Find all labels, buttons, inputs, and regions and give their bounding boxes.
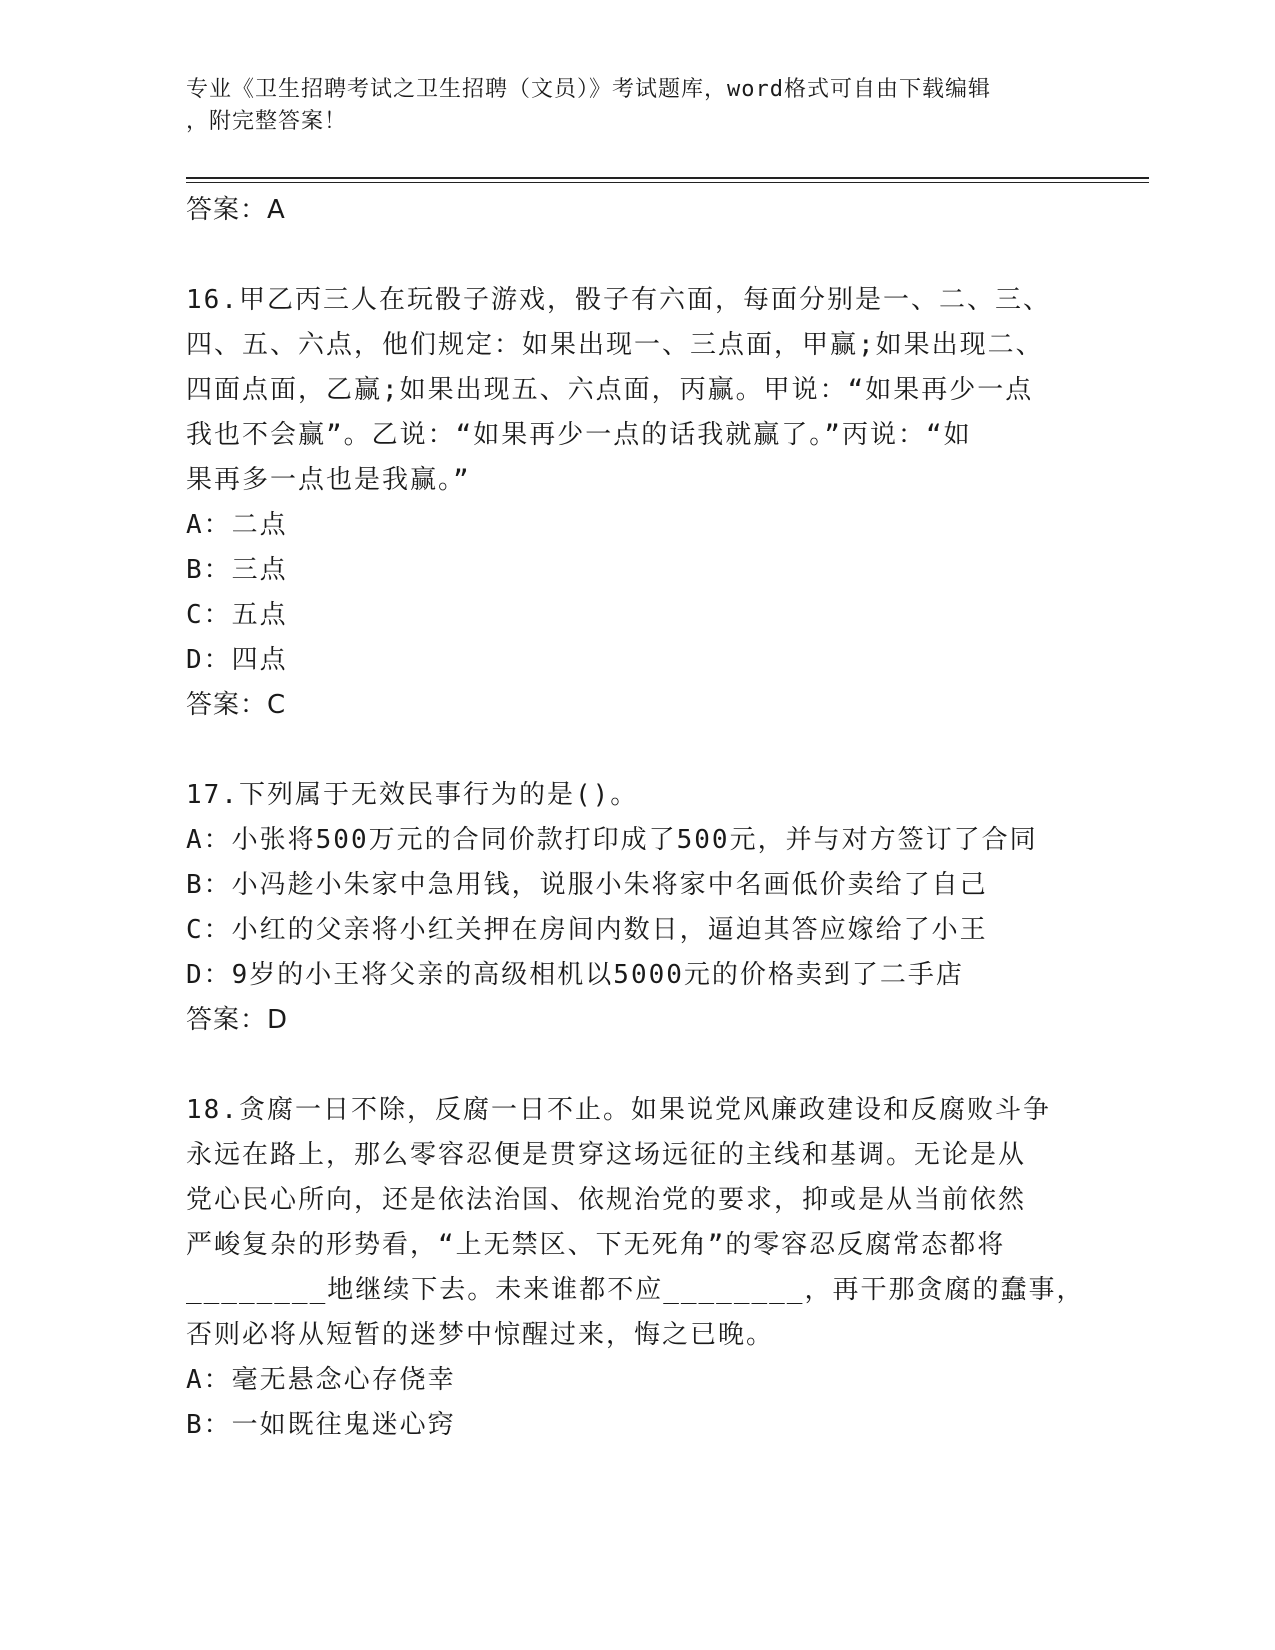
option-c: C：五点 [186, 600, 288, 630]
spacer [186, 1043, 1086, 1088]
page-header [186, 74, 1066, 138]
question-text-line: 否则必将从短暂的迷梦中惊醒过来，悔之已晚。 [186, 1320, 775, 1350]
question-text-line: 四面点面，乙赢;如果出现五、六点面，丙赢。甲说：“如果再少一点 [186, 375, 1034, 405]
answer-q17: 答案：D [186, 1005, 289, 1035]
header-line-1: 专业《卫生招聘考试之卫生招聘（文员）》考试题库，word格式可自由下载编辑 [186, 77, 991, 102]
question-text-line: 18.贪腐一日不除，反腐一日不止。如果说党风廉政建设和反腐败斗争 [186, 1095, 1051, 1125]
spacer [186, 233, 1086, 278]
question-16 [186, 278, 1086, 728]
option-a: A：二点 [186, 510, 288, 540]
question-text-line: ________地继续下去。未来谁都不应________，再干那贪腐的蠢事， [186, 1275, 1085, 1305]
option-d: D：9岁的小王将父亲的高级相机以5000元的价格卖到了二手店 [186, 960, 964, 990]
question-text-line: 17.下列属于无效民事行为的是()。 [186, 780, 639, 810]
answer-q15: 答案：A [186, 195, 286, 225]
question-text-line: 我也不会赢”。乙说：“如果再少一点的话我就赢了。”丙说：“如 [186, 420, 972, 450]
question-text-line: 果再多一点也是我赢。” [186, 465, 471, 495]
option-b: B：一如既往鬼迷心窍 [186, 1410, 456, 1440]
header-line-2: ，附完整答案！ [186, 109, 348, 134]
option-b: B：小冯趁小朱家中急用钱，说服小朱将家中名画低价卖给了自己 [186, 870, 988, 900]
question-18 [186, 1088, 1086, 1448]
option-d: D：四点 [186, 645, 288, 675]
option-a: A：小张将500万元的合同价款打印成了500元，并与对方签订了合同 [186, 825, 1038, 855]
question-text-line: 党心民心所向，还是依法治国、依规治党的要求，抑或是从当前依然 [186, 1185, 1027, 1215]
question-text-line: 四、五、六点，他们规定：如果出现一、三点面，甲赢;如果出现二、 [186, 330, 1044, 360]
header-divider-thin [186, 182, 1149, 183]
header-divider-thick [186, 177, 1149, 179]
option-a: A：毫无悬念心存侥幸 [186, 1365, 456, 1395]
spacer [186, 728, 1086, 773]
option-b: B：三点 [186, 555, 288, 585]
question-text-line: 严峻复杂的形势看，“上无禁区、下无死角”的零容忍反腐常态都将 [186, 1230, 1006, 1260]
question-17 [186, 773, 1086, 1043]
question-content [186, 188, 1086, 1448]
question-text-line: 16.甲乙丙三人在玩骰子游戏，骰子有六面，每面分别是一、二、三、 [186, 285, 1051, 315]
option-c: C：小红的父亲将小红关押在房间内数日，逼迫其答应嫁给了小王 [186, 915, 988, 945]
answer-q16: 答案：C [186, 690, 287, 720]
question-text-line: 永远在路上，那么零容忍便是贯穿这场远征的主线和基调。无论是从 [186, 1140, 1027, 1170]
